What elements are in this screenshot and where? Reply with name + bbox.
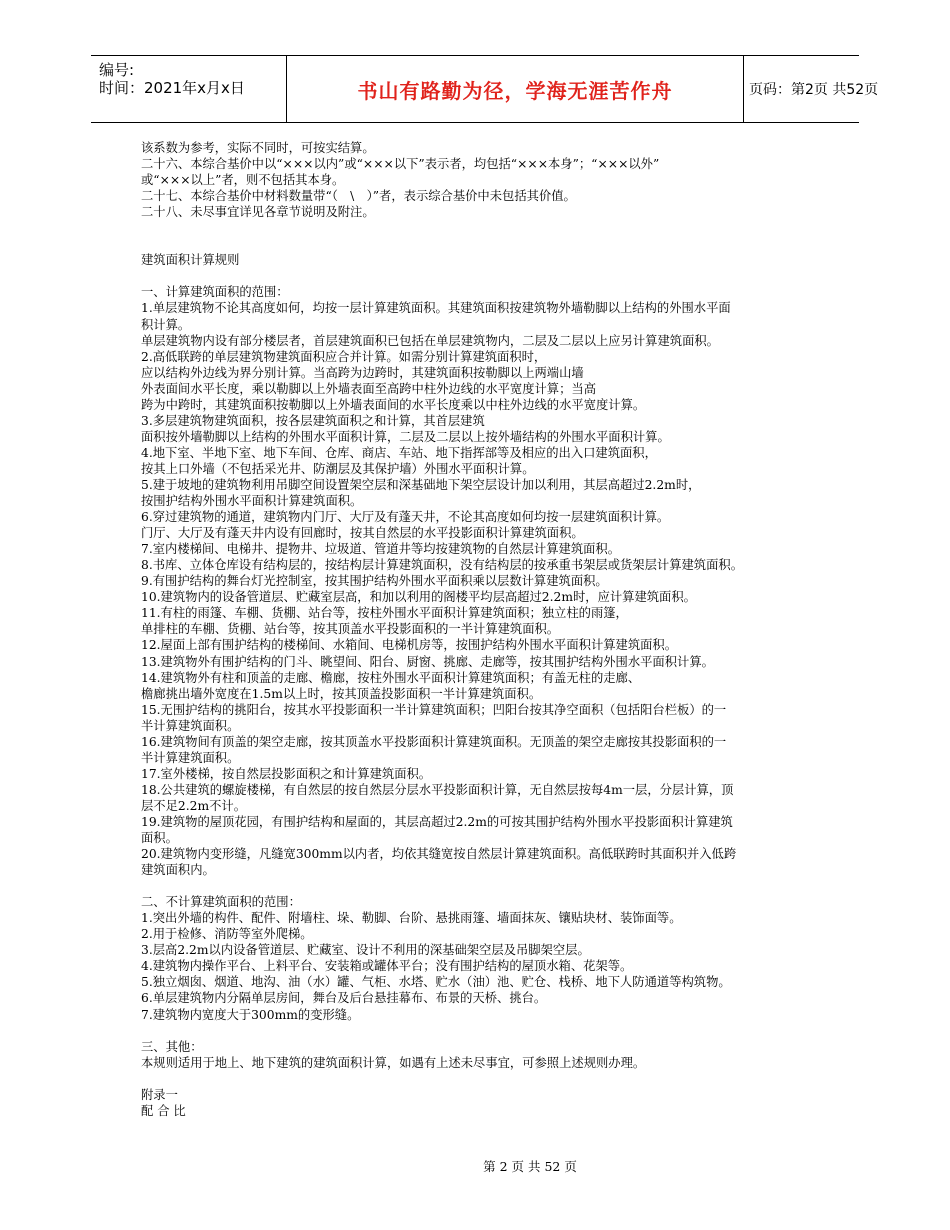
header-page-cell (743, 56, 879, 122)
text-line: 10.建筑物内的设备管道层、贮藏室层高，和加以利用的阁楼平均层高超过2.2m时，应计算建筑面积。 (141, 590, 696, 605)
page-footer: 第 2 页 共 52 页 (483, 1159, 577, 1174)
text-line: 4.地下室、半地下室、地下车间、仓库、商店、车站、地下指挥部等及相应的出入口建筑面积， (141, 445, 657, 460)
text-line: 二十七、本综合基价中材料数量带“（ \ ）”者，表示综合基价中未包括其价值。 (141, 189, 576, 204)
text-line: 按围护结构外围水平面积计算建筑面积。 (141, 494, 363, 509)
document-header (91, 55, 879, 123)
text-line: 7.建筑物内宽度大于300mm的变形缝。 (141, 1007, 360, 1022)
text-line: 2.高低联跨的单层建筑物建筑面积应合并计算。如需分别计算建筑面积时， (141, 349, 547, 364)
document-body (141, 140, 821, 1119)
text-line: 层不足2.2m不计。 (141, 798, 246, 813)
text-line: 单排柱的车棚、货棚、站台等，按其顶盖水平投影面积的一半计算建筑面积。 (141, 622, 560, 637)
text-line: 单层建筑物内设有部分楼层者，首层建筑面积已包括在单层建筑物内，二层及二层以上应另计算建筑面积。 (141, 333, 719, 348)
text-line: 跨为中跨时，其建筑面积按勒脚以上外墙表面间的水平长度乘以中柱外边线的水平宽度计算。 (141, 397, 646, 412)
text-line: 5.建于坡地的建筑物利用吊脚空间设置架空层和深基础地下架空层设计加以利用，其层高超过2.2m时， (141, 477, 701, 492)
text-line: 二十八、未尽事宜详见各章节说明及附注。 (141, 205, 375, 220)
text-line: 面积按外墙勒脚以上结构的外围水平面积计算，二层及二层以上按外墙结构的外围水平面积计算。 (141, 429, 670, 444)
text-line: 14.建筑物外有柱和顶盖的走廊、檐廊，按柱外围水平面积计算建筑面积；有盖无柱的走廊、 (141, 670, 641, 685)
text-line: 1.突出外墙的构件、配件、附墙柱、垛、勒脚、台阶、悬挑雨篷、墙面抹灰、镶贴块材、装饰面等。 (141, 911, 682, 926)
blank-line (141, 268, 821, 284)
text-line: 19.建筑物的屋顶花园，有围护结构和屋面的，其层高超过2.2m的可按其围护结构外围水平投影面积计算建筑 (141, 814, 733, 829)
text-line: 积计算。 (141, 317, 191, 332)
text-line: 应以结构外边线为界分别计算。当高跨为边跨时，其建筑面积按勒脚以上两端山墙 (141, 365, 584, 380)
text-line: 或“×××以上”者，则不包括其本身。 (141, 173, 345, 188)
blank-line (141, 1071, 821, 1087)
header-motto-cell (286, 56, 744, 122)
text-line: 3.多层建筑物建筑面积，按各层建筑面积之和计算，其首层建筑 (141, 413, 485, 428)
text-line: 外表面间水平长度，乘以勒脚以上外墙表面至高跨中柱外边线的水平宽度计算；当高 (141, 381, 596, 396)
text-line: 三、其他： (141, 1039, 203, 1054)
text-line: 8.书库、立体仓库设有结构层的，按结构层计算建筑面积，没有结构层的按承重书架层或货架层计算建筑面积。 (141, 558, 743, 573)
text-line: 半计算建筑面积。 (141, 718, 240, 733)
blank-line (141, 878, 821, 894)
text-line: 二、不计算建筑面积的范围： (141, 895, 301, 910)
text-line: 建筑面积内。 (141, 863, 215, 878)
text-line: 该系数为参考，实际不同时，可按实结算。 (141, 141, 375, 155)
page-info: 页码：第2页 共52页 (749, 82, 879, 98)
text-line: 二十六、本综合基价中以“×××以内”或“×××以下”表示者，均包括“×××本身”；“×××以外” (141, 157, 660, 172)
text-line: 2.用于检修、消防等室外爬梯。 (141, 927, 313, 942)
text-line: 4.建筑物内操作平台、上料平台、安装箱或罐体平台；没有围护结构的屋顶水箱、花架等。 (141, 959, 633, 974)
text-line: 按其上口外墙（不包括采光井、防潮层及其保护墙）外围水平面积计算。 (141, 461, 535, 476)
text-line: 6.穿过建筑物的通道，建筑物内门厅、大厅及有蓬天井，不论其高度如何均按一层建筑面积计算。 (141, 510, 670, 525)
motto-text: 书山有路勤为径，学海无涯苦作舟 (357, 78, 673, 103)
text-line: 12.屋面上部有围护结构的楼梯间、水箱间、电梯机房等，按围护结构外围水平面积计算建筑面积。 (141, 638, 678, 653)
text-line: 1.单层建筑物不论其高度如何，均按一层计算建筑面积。其建筑面积按建筑物外墙勒脚以上结构的外围水平面 (141, 301, 731, 316)
blank-line (141, 220, 821, 236)
number-label: 编号: (99, 61, 135, 79)
header-left-cell (91, 56, 286, 122)
text-line: 7.室内楼梯间、电梯井、提物井、垃圾道、管道井等均按建筑物的自然层计算建筑面积。 (141, 542, 621, 557)
text-line: 檐廊挑出墙外宽度在1.5m以上时，按其顶盖投影面积一半计算建筑面积。 (141, 686, 542, 701)
text-line: 面积。 (141, 831, 178, 846)
text-line: 13.建筑物外有围护结构的门斗、眺望间、阳台、厨窗、挑廊、走廊等，按其围护结构外围水平面积计算。 (141, 654, 714, 669)
text-line: 3.层高2.2m以内设备管道层、贮藏室、设计不利用的深基础架空层及吊脚架空层。 (141, 943, 590, 958)
blank-line (141, 1023, 821, 1039)
text-line: 9.有围护结构的舞台灯光控制室，按其围护结构外围水平面积乘以层数计算建筑面积。 (141, 574, 608, 589)
text-line: 11.有柱的雨篷、车棚、货棚、站台等，按柱外围水平面积计算建筑面积；独立柱的雨篷， (141, 606, 628, 621)
text-line: 20.建筑物内变形缝，凡缝宽300mm以内者，均依其缝宽按自然层计算建筑面积。高低联跨时其面积并入低跨 (141, 847, 737, 862)
text-line: 建筑面积计算规则 (141, 253, 240, 268)
blank-line (141, 236, 821, 252)
text-line: 半计算建筑面积。 (141, 750, 240, 765)
text-line: 5.独立烟囱、烟道、地沟、油（水）罐、气柜、水塔、贮水（油）池、贮仓、栈桥、地下人防通道等构筑物。 (141, 975, 731, 990)
text-line: 附录一 (141, 1087, 178, 1102)
text-line: 15.无围护结构的挑阳台，按其水平投影面积一半计算建筑面积；凹阳台按其净空面积（包括阳台栏板）的一 (141, 702, 727, 717)
text-line: 本规则适用于地上、地下建筑的建筑面积计算，如遇有上述未尽事宜，可参照上述规则办理。 (141, 1055, 646, 1070)
text-line: 6.单层建筑物内分隔单层房间，舞台及后台悬挂幕布、布景的天桥、挑台。 (141, 991, 547, 1006)
time-label: 时间：2021年x月x日 (99, 79, 245, 97)
text-line: 一、计算建筑面积的范围： (141, 285, 289, 300)
text-line: 配 合 比 (141, 1103, 186, 1118)
text-line: 门厅、大厅及有蓬天井内设有回廊时，按其自然层的水平投影面积计算建筑面积。 (141, 526, 584, 541)
text-line: 16.建筑物间有顶盖的架空走廊，按其顶盖水平投影面积计算建筑面积。无顶盖的架空走廊按其投影面积的一 (141, 734, 727, 749)
text-line: 17.室外楼梯，按自然层投影面积之和计算建筑面积。 (141, 766, 432, 781)
text-line: 18.公共建筑的螺旋楼梯，有自然层的按自然层分层水平投影面积计算，无自然层按每4m一层，分层计算，顶 (141, 782, 734, 797)
